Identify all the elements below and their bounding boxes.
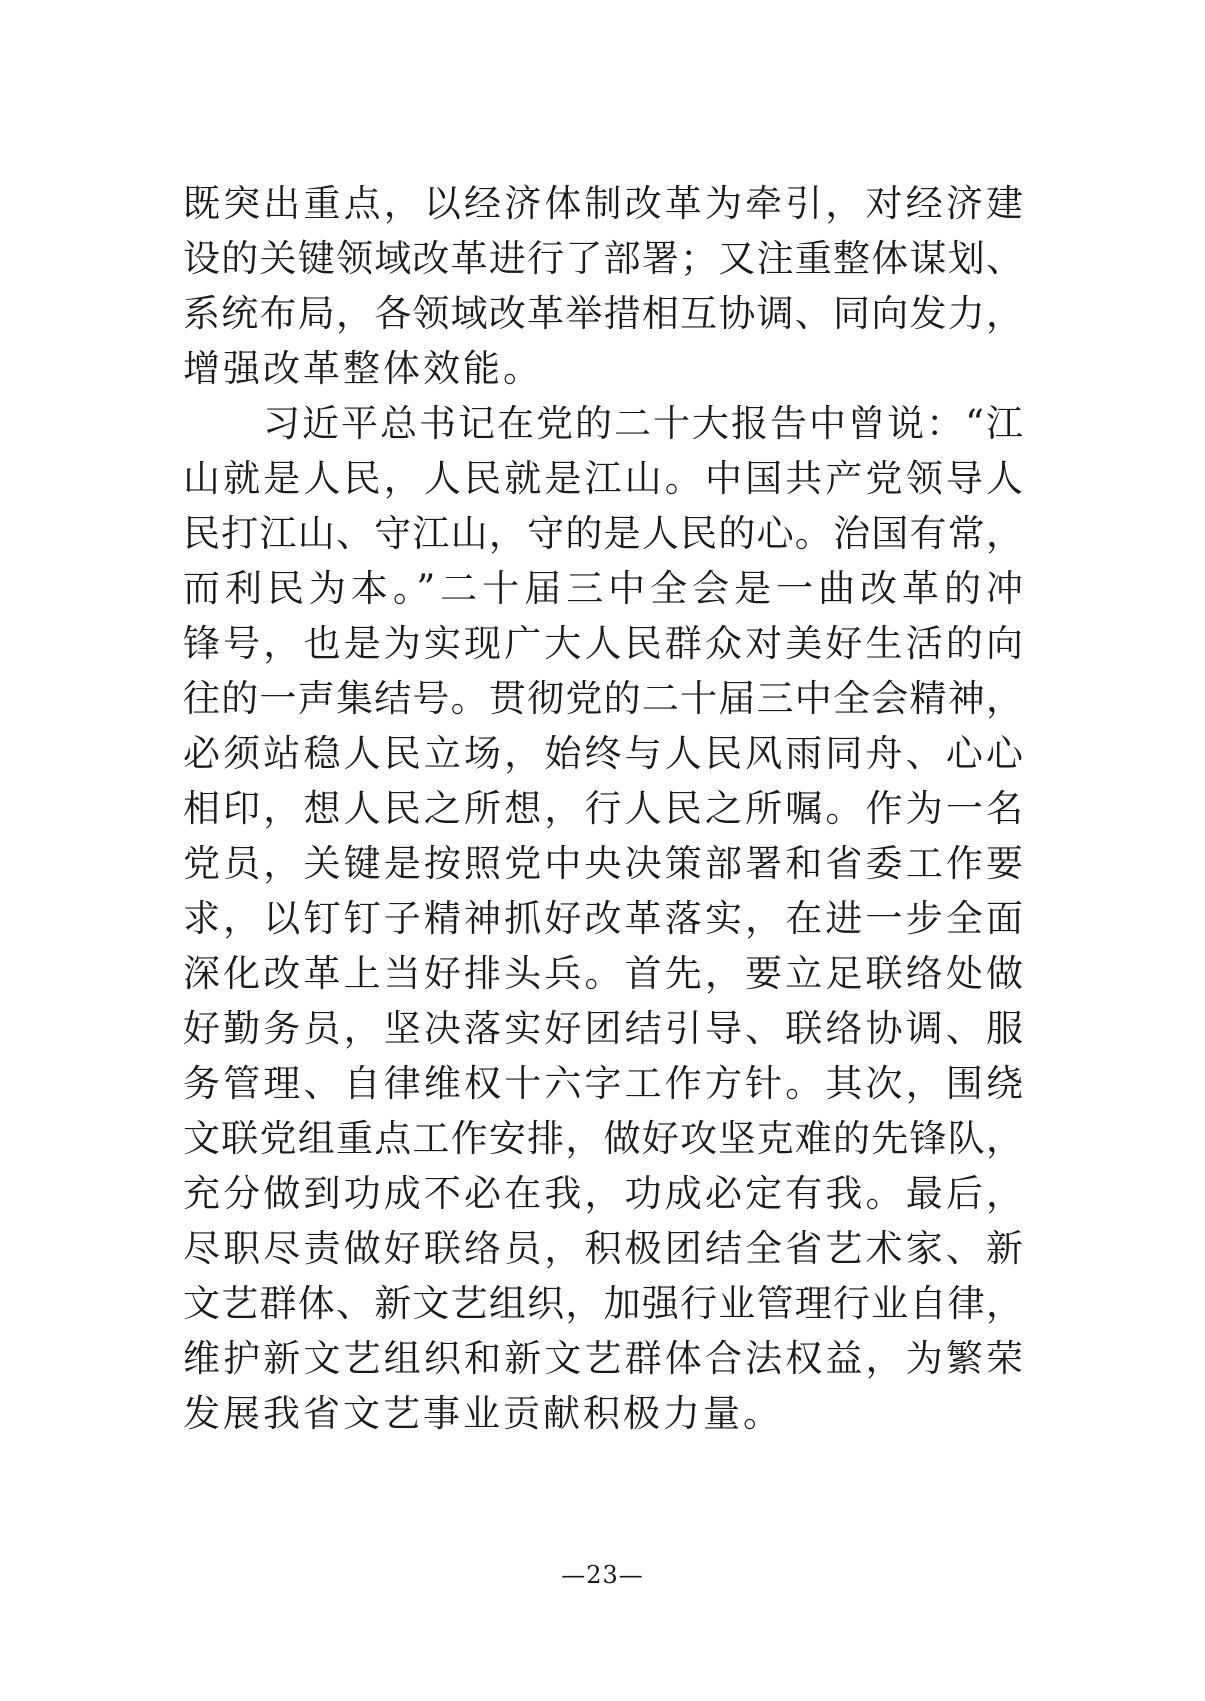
body-text bbox=[183, 176, 1023, 1441]
text-line: 好勤务员，坚决落实好团结引导、联络协调、服 bbox=[183, 1007, 1023, 1050]
text-line: 增强改革整体效能。 bbox=[183, 347, 543, 390]
text-line: 设的关键领域改革进行了部署；又注重整体谋划、 bbox=[183, 237, 1023, 280]
text-line: 文艺群体、新文艺组织，加强行业管理行业自律， bbox=[183, 1282, 1023, 1325]
paragraph-2 bbox=[183, 396, 1023, 1441]
text-line: 充分做到功成不必在我，功成必定有我。最后， bbox=[183, 1172, 1023, 1215]
text-line: 系统布局，各领域改革举措相互协调、同向发力， bbox=[183, 292, 1023, 335]
text-line: 求，以钉钉子精神抓好改革落实，在进一步全面 bbox=[183, 897, 1023, 940]
text-line: 文联党组重点工作安排，做好攻坚克难的先锋队， bbox=[183, 1117, 1023, 1160]
text-line: 相印，想人民之所想，行人民之所嘱。作为一名 bbox=[183, 787, 1023, 830]
paragraph-1 bbox=[183, 176, 1023, 396]
text-line: 务管理、自律维权十六字工作方针。其次，围绕 bbox=[183, 1062, 1023, 1105]
text-line: 习近平总书记在党的二十大报告中曾说：“江 bbox=[263, 402, 1023, 445]
text-line: 锋号，也是为实现广大人民群众对美好生活的向 bbox=[183, 622, 1023, 665]
text-line: 尽职尽责做好联络员，积极团结全省艺术家、新 bbox=[183, 1227, 1023, 1270]
text-line: 往的一声集结号。贯彻党的二十届三中全会精神， bbox=[183, 677, 1023, 720]
text-line: 维护新文艺组织和新文艺群体合法权益，为繁荣 bbox=[183, 1337, 1023, 1380]
text-line: 既突出重点，以经济体制改革为牵引，对经济建 bbox=[183, 182, 1023, 225]
text-line: 山就是人民，人民就是江山。中国共产党领导人 bbox=[183, 457, 1023, 500]
text-line: 而利民为本。”二十届三中全会是一曲改革的冲 bbox=[183, 567, 1023, 610]
text-line: 党员，关键是按照党中央决策部署和省委工作要 bbox=[183, 842, 1023, 885]
text-line: 民打江山、守江山，守的是人民的心。治国有常， bbox=[183, 512, 1023, 555]
text-line: 深化改革上当好排头兵。首先，要立足联络处做 bbox=[183, 952, 1023, 995]
page-number: —23— bbox=[561, 1561, 644, 1589]
text-line: 必须站稳人民立场，始终与人民风雨同舟、心心 bbox=[183, 732, 1023, 775]
text-line: 发展我省文艺事业贡献积极力量。 bbox=[183, 1392, 783, 1435]
